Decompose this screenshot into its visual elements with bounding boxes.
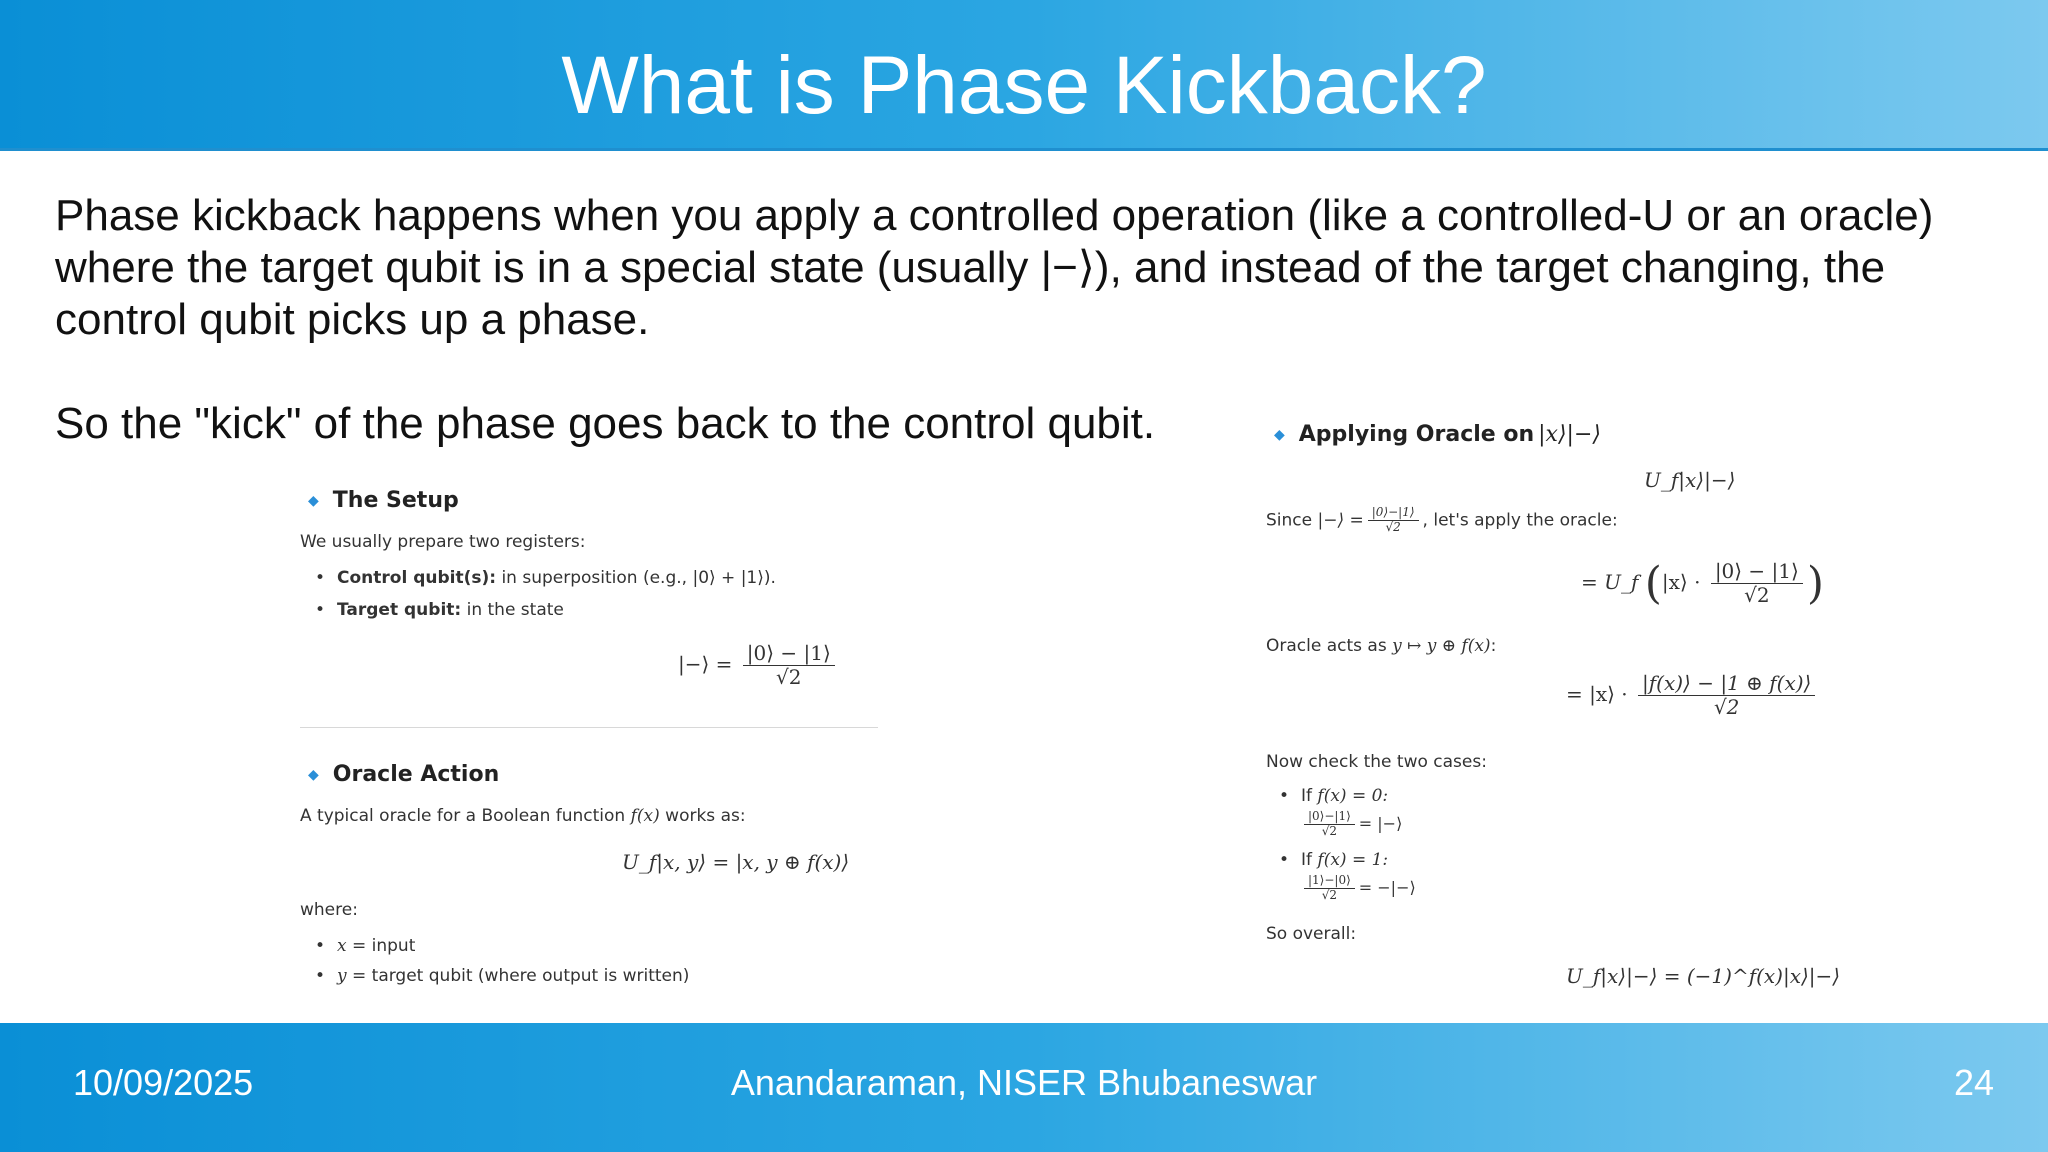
control-qubit-item bbox=[337, 568, 776, 588]
applying-oracle-panel bbox=[1266, 418, 1841, 998]
minus-state-equation bbox=[678, 642, 839, 689]
case-one-item: • If f(x) = 1: bbox=[1301, 850, 1388, 870]
control-text: in superposition (e.g., |0⟩ + |1⟩). bbox=[496, 568, 776, 588]
intro-text bbox=[55, 190, 1955, 450]
footer-date: 10/09/2025 bbox=[73, 1062, 254, 1103]
slide-title: What is Phase Kickback? bbox=[561, 40, 1487, 131]
cases-intro: Now check the two cases: bbox=[1266, 752, 1487, 772]
setup-intro: We usually prepare two registers: bbox=[300, 532, 586, 552]
diamond-icon: ◆ bbox=[308, 492, 319, 509]
oracle-applied-eq: U_f|x⟩|−⟩ bbox=[1644, 468, 1736, 492]
intro-conclusion: So the "kick" of the phase goes back to the control qubit. bbox=[55, 399, 1156, 448]
setup-heading-text: The Setup bbox=[332, 488, 459, 513]
case-zero-item: • If f(x) = 0: bbox=[1301, 786, 1388, 806]
diamond-icon: ◆ bbox=[1274, 426, 1285, 443]
minus-numerator: |0⟩ − |1⟩ bbox=[743, 642, 835, 666]
oracle-intro: A typical oracle for a Boolean function f(x) works as: bbox=[300, 806, 746, 826]
acts-eq: = |x⟩ · $\frac{|f(x)⟩ - |1 \oplus f(x)⟩}{√2}$ bbox=[1566, 672, 1819, 719]
target-qubit-item bbox=[337, 600, 564, 620]
oracle-acts-line: Oracle acts as y ↦ y ⊕ f(x): bbox=[1266, 636, 1497, 656]
oracle-heading-text: Oracle Action bbox=[332, 762, 500, 787]
target-text: in the state bbox=[461, 600, 564, 620]
diamond-icon: ◆ bbox=[308, 766, 319, 783]
case-zero-result: $\frac{|0⟩-|1⟩}{√2}$ = |−⟩ bbox=[1300, 810, 1402, 839]
slide-footer bbox=[0, 1023, 2048, 1152]
page-number: 24 bbox=[1953, 1062, 1994, 1103]
input-item: • x = input bbox=[337, 936, 415, 956]
setup-heading bbox=[308, 488, 459, 513]
setup-oracle-panel bbox=[300, 480, 880, 1000]
final-equation: U_f|x⟩|−⟩ = (−1)^f(x)|x⟩|−⟩ bbox=[1566, 964, 1841, 988]
target-output-item: • y = target qubit (where output is written) bbox=[337, 966, 689, 986]
oracle-equation: U_f|x, y⟩ = |x, y ⊕ f(x)⟩ bbox=[622, 850, 850, 874]
slide-header bbox=[0, 0, 2048, 151]
case-one-result: $\frac{|1⟩-|0⟩}{√2}$ = −|−⟩ bbox=[1300, 874, 1416, 903]
control-label: Control qubit(s): bbox=[337, 568, 497, 588]
intro-paragraph: Phase kickback happens when you apply a controlled operation (like a controlled-U or an oracle) where the target qubit is in a special state (usually |−⟩), and instead of the target changing, the control qubit picks up a phase. bbox=[55, 191, 1934, 344]
minus-denominator: √2 bbox=[776, 665, 802, 689]
where-label: where: bbox=[300, 900, 358, 920]
footer-author: Anandaraman, NISER Bhubaneswar bbox=[730, 1062, 1318, 1103]
target-label: Target qubit: bbox=[337, 600, 462, 620]
overall-label: So overall: bbox=[1266, 924, 1357, 944]
since-line: Since |−⟩ = $\frac{|0⟩-|1⟩}{√2}$ , let's apply the oracle: bbox=[1266, 505, 1618, 534]
applying-oracle-heading: ◆ Applying Oracle on |x⟩|−⟩ bbox=[1274, 422, 1601, 447]
apply-eq: = U_f (|x⟩ · $\frac{|0⟩ - |1⟩}{√2}$ ) bbox=[1581, 558, 1824, 609]
oracle-heading bbox=[308, 762, 499, 787]
minus-lhs: |−⟩ = bbox=[678, 652, 733, 676]
section-divider bbox=[300, 727, 878, 728]
